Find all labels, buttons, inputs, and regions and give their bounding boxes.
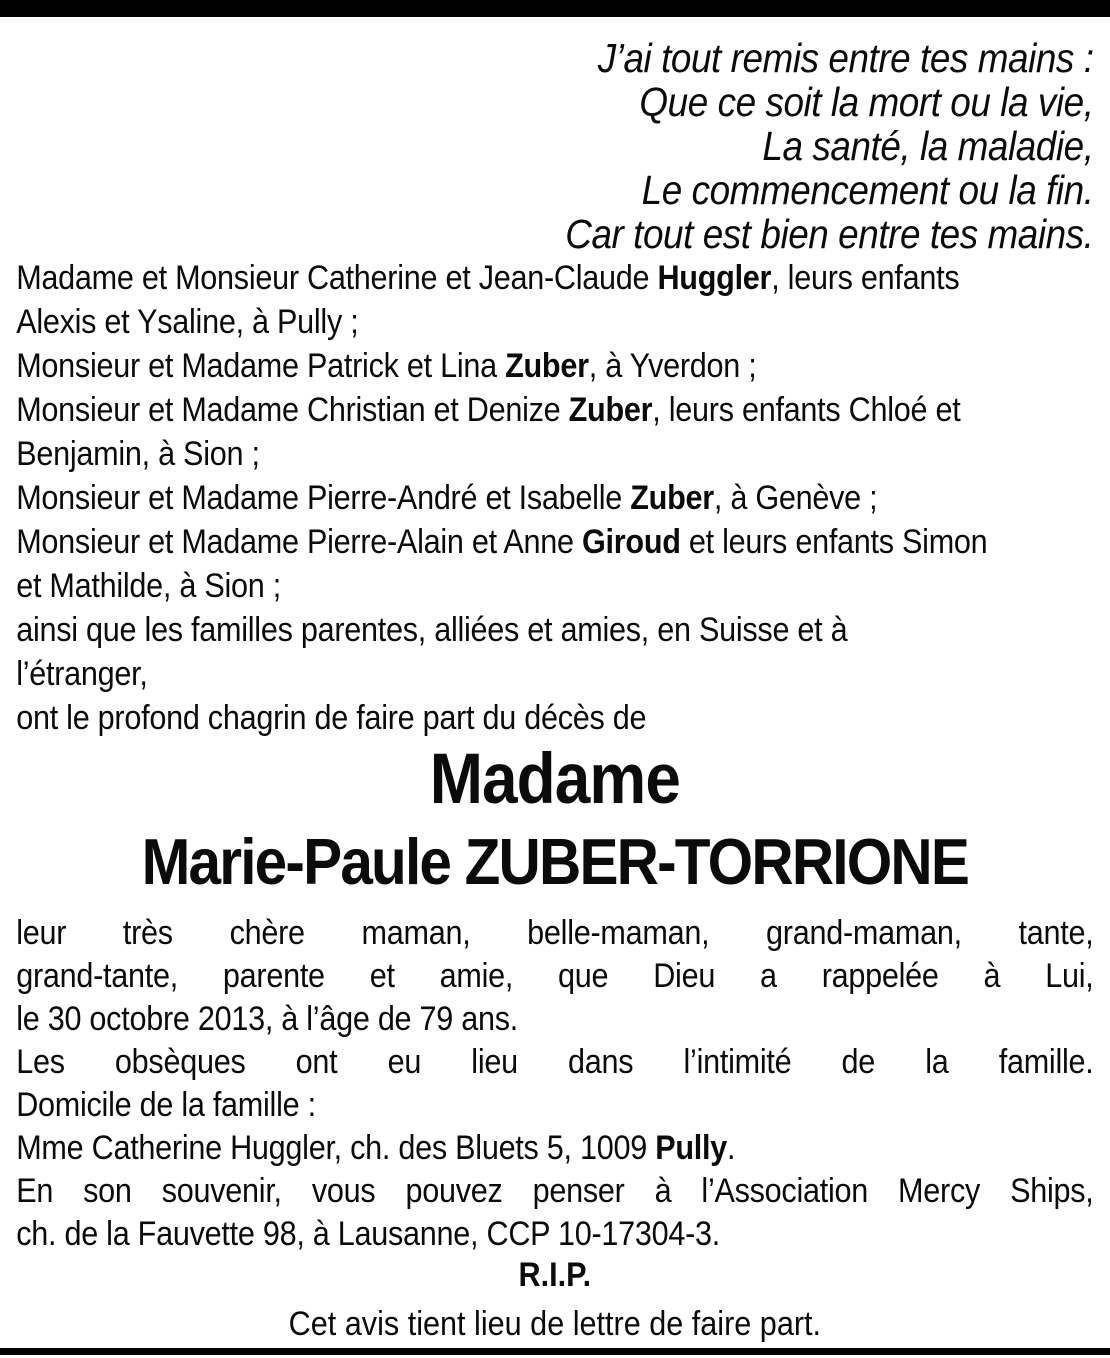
text-line bbox=[16, 388, 1093, 432]
text-segment: Monsieur et Madame Pierre-André et Isabelle bbox=[16, 479, 631, 517]
text-line bbox=[16, 1170, 1093, 1213]
text-segment: Alexis et Ysaline, à Pully ; bbox=[16, 303, 359, 341]
text-segment: Domicile de la famille : bbox=[16, 1086, 316, 1124]
closing-note: Cet avis tient lieu de lettre de faire part. bbox=[288, 1305, 822, 1343]
text-segment: et Mathilde, à Sion ; bbox=[16, 567, 281, 605]
bold-text-segment: Zuber bbox=[568, 391, 653, 429]
bold-text-segment: Zuber bbox=[505, 347, 589, 385]
text-line bbox=[16, 608, 1093, 652]
bottom-border-rule bbox=[0, 1348, 1110, 1355]
text-segment: le 30 octobre 2013, à l’âge de 79 ans. bbox=[16, 1000, 519, 1038]
text-segment: Mme Catherine Huggler, ch. des Bluets 5, 1009 bbox=[16, 1129, 656, 1167]
text-segment: Le commencement ou la fin. bbox=[641, 167, 1094, 213]
text-line bbox=[16, 300, 1093, 344]
text-segment: Monsieur et Madame Patrick et Lina bbox=[16, 347, 506, 385]
deceased-salutation: Madame bbox=[429, 740, 680, 819]
text-segment: Les obsèques ont eu lieu dans l’intimité de la famille. bbox=[16, 1043, 1094, 1081]
text-segment: , leurs enfants bbox=[771, 259, 960, 297]
bold-text-segment: Zuber bbox=[630, 479, 714, 517]
text-line bbox=[16, 1127, 1093, 1170]
text-segment: leur très chère maman, belle-maman, grand-maman, tante, bbox=[16, 914, 1094, 952]
text-line bbox=[16, 256, 1093, 300]
bold-text-segment: Pully bbox=[655, 1129, 728, 1167]
text-segment: , à Yverdon ; bbox=[588, 347, 757, 385]
text-line bbox=[16, 998, 1093, 1041]
text-line bbox=[16, 696, 1093, 740]
text-segment: . bbox=[727, 1129, 736, 1167]
text-line bbox=[16, 1213, 1093, 1256]
text-line bbox=[16, 955, 1093, 998]
text-segment: , leurs enfants Chloé et bbox=[652, 391, 961, 429]
text-segment: Madame et Monsieur Catherine et Jean-Claude bbox=[16, 259, 658, 297]
text-line bbox=[16, 36, 1093, 80]
deceased-name: Marie-Paule ZUBER-TORRIONE bbox=[141, 825, 969, 898]
text-segment: l’étranger, bbox=[16, 655, 148, 693]
text-line bbox=[16, 912, 1093, 955]
text-segment: ch. de la Fauvette 98, à Lausanne, CCP 10-17304-3. bbox=[16, 1215, 721, 1253]
memorial-verse bbox=[16, 36, 1093, 256]
text-line bbox=[16, 80, 1093, 124]
family-announcement bbox=[16, 256, 1093, 740]
text-segment: Car tout est bien entre tes mains. bbox=[565, 211, 1094, 257]
text-segment: grand-tante, parente et amie, que Dieu a rappelée à Lui, bbox=[16, 957, 1094, 995]
text-segment: Que ce soit la mort ou la vie, bbox=[639, 79, 1094, 125]
text-segment: Monsieur et Madame Christian et Denize bbox=[16, 391, 569, 429]
text-line bbox=[16, 520, 1093, 564]
text-segment: et leurs enfants Simon bbox=[680, 523, 988, 561]
text-segment: ont le profond chagrin de faire part du décès de bbox=[16, 699, 647, 737]
text-segment: En son souvenir, vous pouvez penser à l’Association Mercy Ships, bbox=[16, 1172, 1094, 1210]
text-line bbox=[16, 1041, 1093, 1084]
text-segment: ainsi que les familles parentes, alliées et amies, en Suisse et à bbox=[16, 611, 848, 649]
funeral-details bbox=[16, 912, 1093, 1256]
text-segment: Monsieur et Madame Pierre-Alain et Anne bbox=[16, 523, 582, 561]
text-line bbox=[16, 476, 1093, 520]
text-line bbox=[16, 168, 1093, 212]
text-line bbox=[16, 652, 1093, 696]
bold-text-segment: Huggler bbox=[657, 259, 772, 297]
text-line bbox=[16, 564, 1093, 608]
text-line bbox=[16, 432, 1093, 476]
text-segment: Benjamin, à Sion ; bbox=[16, 435, 260, 473]
text-segment: La santé, la maladie, bbox=[762, 123, 1094, 169]
rip-text: R.I.P. bbox=[518, 1256, 592, 1294]
text-line bbox=[16, 344, 1093, 388]
text-line bbox=[16, 212, 1093, 256]
text-segment: J’ai tout remis entre tes mains : bbox=[597, 35, 1094, 81]
text-line bbox=[16, 124, 1093, 168]
text-segment: , à Genève ; bbox=[713, 479, 878, 517]
bold-text-segment: Giroud bbox=[581, 523, 681, 561]
text-line bbox=[16, 1084, 1093, 1127]
